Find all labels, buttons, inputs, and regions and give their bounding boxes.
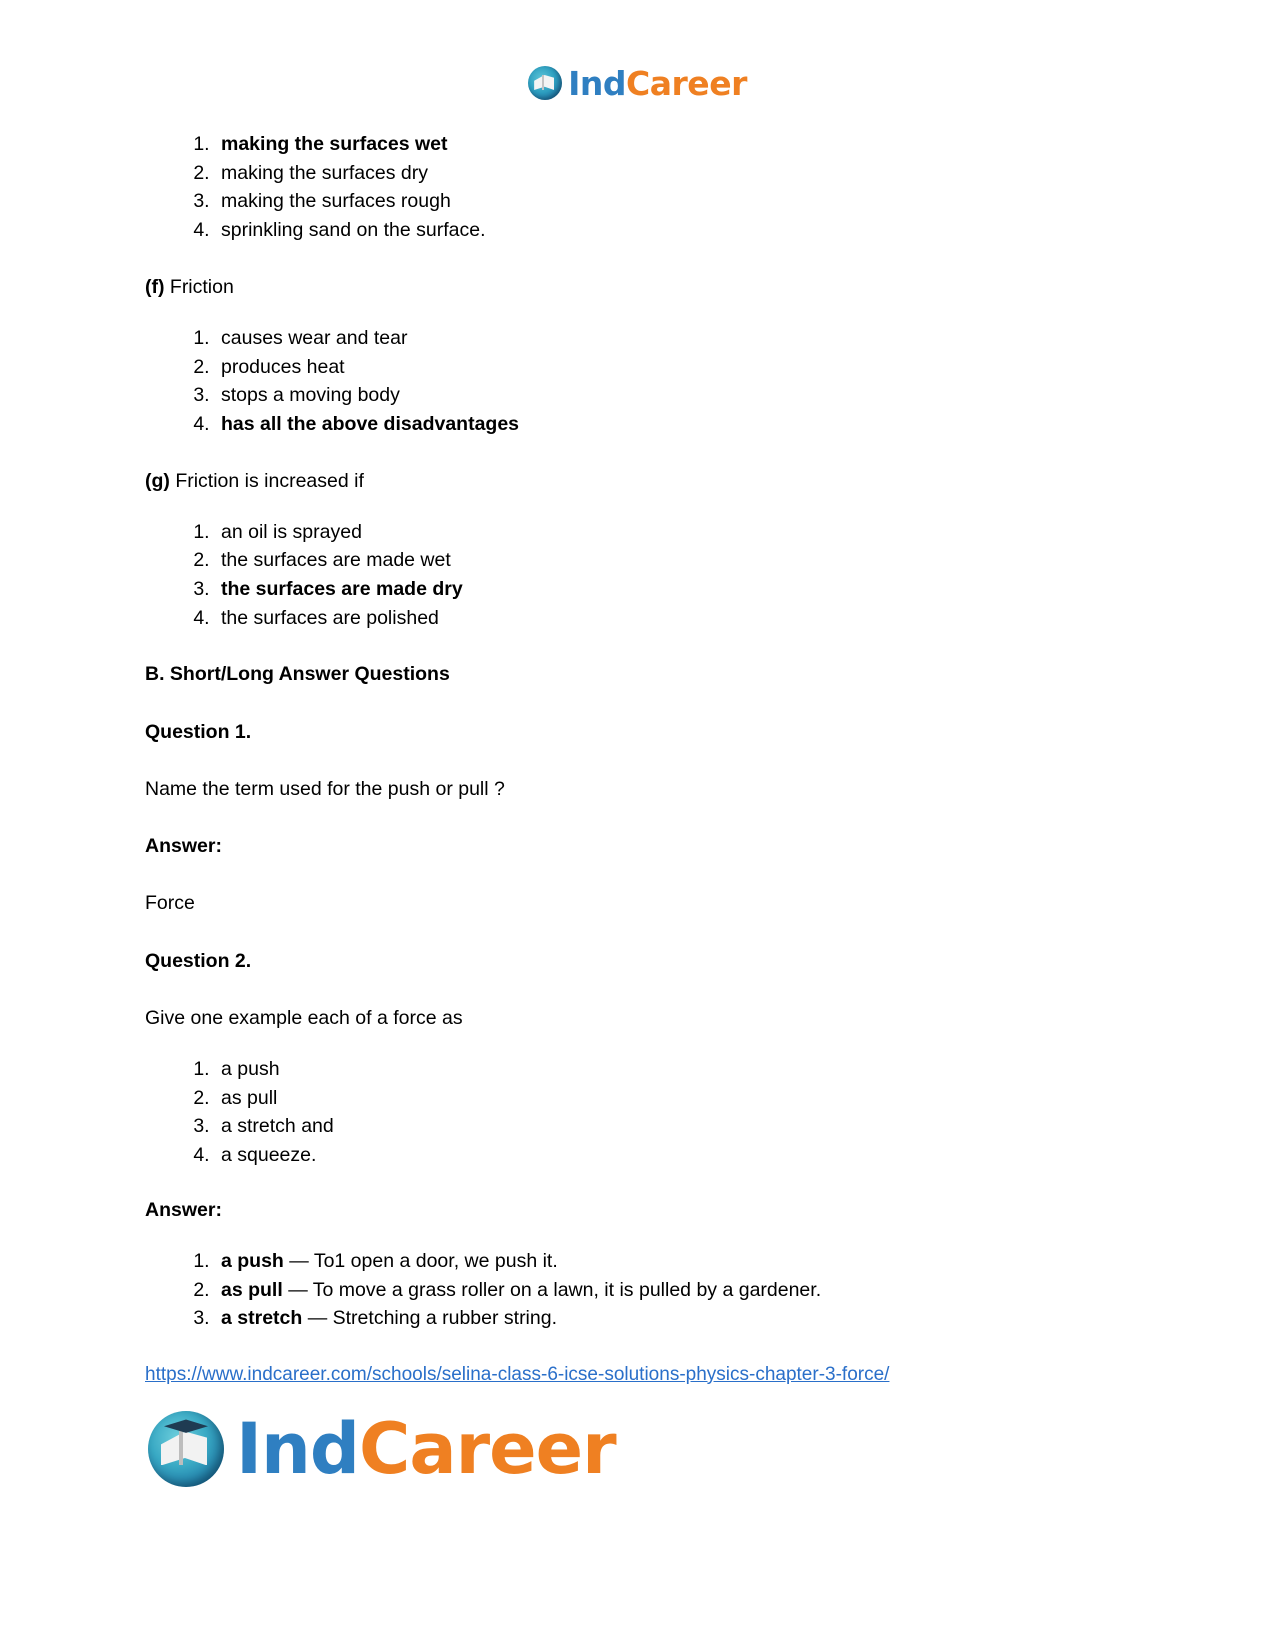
footer-logo-career: Career <box>359 1408 616 1491</box>
option-text: the surfaces are made dry <box>221 578 463 601</box>
question-g-stem <box>145 467 1130 496</box>
document-content <box>0 100 1275 1389</box>
option-text: a squeeze. <box>221 1144 317 1167</box>
option-text: a push <box>221 1058 280 1081</box>
question-1-text: Name the term used for the push or pull ? <box>145 777 505 800</box>
indcareer-globe-icon <box>528 66 562 100</box>
question-g-label: (g) <box>145 469 170 492</box>
answer-2-list <box>145 1247 1130 1333</box>
question-g-text: Friction is increased if <box>169 469 364 492</box>
list-item <box>215 381 1130 410</box>
options-list-g <box>145 518 1130 633</box>
option-text: produces heat <box>221 355 345 378</box>
list-item <box>215 604 1130 633</box>
list-item <box>215 1084 1130 1113</box>
list-item <box>215 216 1130 245</box>
option-text: as pull <box>221 1086 278 1109</box>
option-text: stops a moving body <box>221 384 400 407</box>
question-2-heading: Question 2. <box>145 949 252 972</box>
list-item <box>215 575 1130 604</box>
question-f-stem <box>145 273 1130 302</box>
list-item <box>215 1304 1130 1333</box>
options-list-e <box>145 130 1130 245</box>
option-text: the surfaces are polished <box>221 606 439 629</box>
list-item <box>215 1276 1130 1305</box>
header-logo-ind: Ind <box>568 63 627 103</box>
option-text: sprinkling sand on the surface. <box>221 218 486 241</box>
answer-2-label: Answer: <box>145 1198 222 1221</box>
answer-1-text: Force <box>145 892 195 915</box>
list-item <box>215 1247 1130 1276</box>
indcareer-graduation-globe-icon <box>148 1411 224 1487</box>
list-item <box>215 159 1130 188</box>
option-text: an oil is sprayed <box>221 520 362 543</box>
list-item <box>215 410 1130 439</box>
question-1-heading: Question 1. <box>145 720 252 743</box>
list-item <box>215 130 1130 159</box>
option-text: has all the above disadvantages <box>221 412 520 435</box>
footer-logo <box>0 1389 1275 1491</box>
list-item <box>215 1112 1130 1141</box>
header-logo-career: Career <box>626 63 747 103</box>
question-2-text: Give one example each of a force as <box>145 1006 463 1029</box>
list-item <box>215 546 1130 575</box>
option-text: the surfaces are made wet <box>221 549 451 572</box>
answer-term: a push <box>221 1250 284 1272</box>
option-text: making the surfaces wet <box>221 133 448 155</box>
list-item <box>215 1141 1130 1170</box>
section-b-heading: B. Short/Long Answer Questions <box>145 663 450 686</box>
option-text: a stretch and <box>221 1115 334 1138</box>
list-item <box>215 518 1130 547</box>
footer-logo-text <box>236 1408 616 1491</box>
answer-detail: — To move a grass roller on a lawn, it is pulled by a gardener. <box>282 1278 822 1301</box>
question-f-label: (f) <box>145 275 165 298</box>
header-logo-text <box>568 63 747 103</box>
source-link-line <box>145 1361 1130 1390</box>
question-f-text: Friction <box>164 275 234 298</box>
answer-detail: — Stretching a rubber string. <box>302 1307 557 1330</box>
list-item <box>215 353 1130 382</box>
header-logo <box>0 0 1275 103</box>
source-link[interactable]: https://www.indcareer.com/schools/selina-class-6-icse-solutions-physics-chapter-3-force/ <box>145 1363 890 1385</box>
footer-logo-ind: Ind <box>236 1408 359 1491</box>
option-text: making the surfaces dry <box>221 161 429 184</box>
answer-1-label: Answer: <box>145 835 222 858</box>
list-item <box>215 187 1130 216</box>
option-text: making the surfaces rough <box>221 190 451 213</box>
graduation-cap-icon <box>164 1419 208 1433</box>
option-text: causes wear and tear <box>221 326 408 349</box>
question-2-options <box>145 1055 1130 1170</box>
answer-term: as pull <box>221 1278 283 1301</box>
answer-detail: — To1 open a door, we push it. <box>283 1250 558 1272</box>
answer-term: a stretch <box>221 1307 303 1330</box>
list-item <box>215 324 1130 353</box>
list-item <box>215 1055 1130 1084</box>
options-list-f <box>145 324 1130 439</box>
